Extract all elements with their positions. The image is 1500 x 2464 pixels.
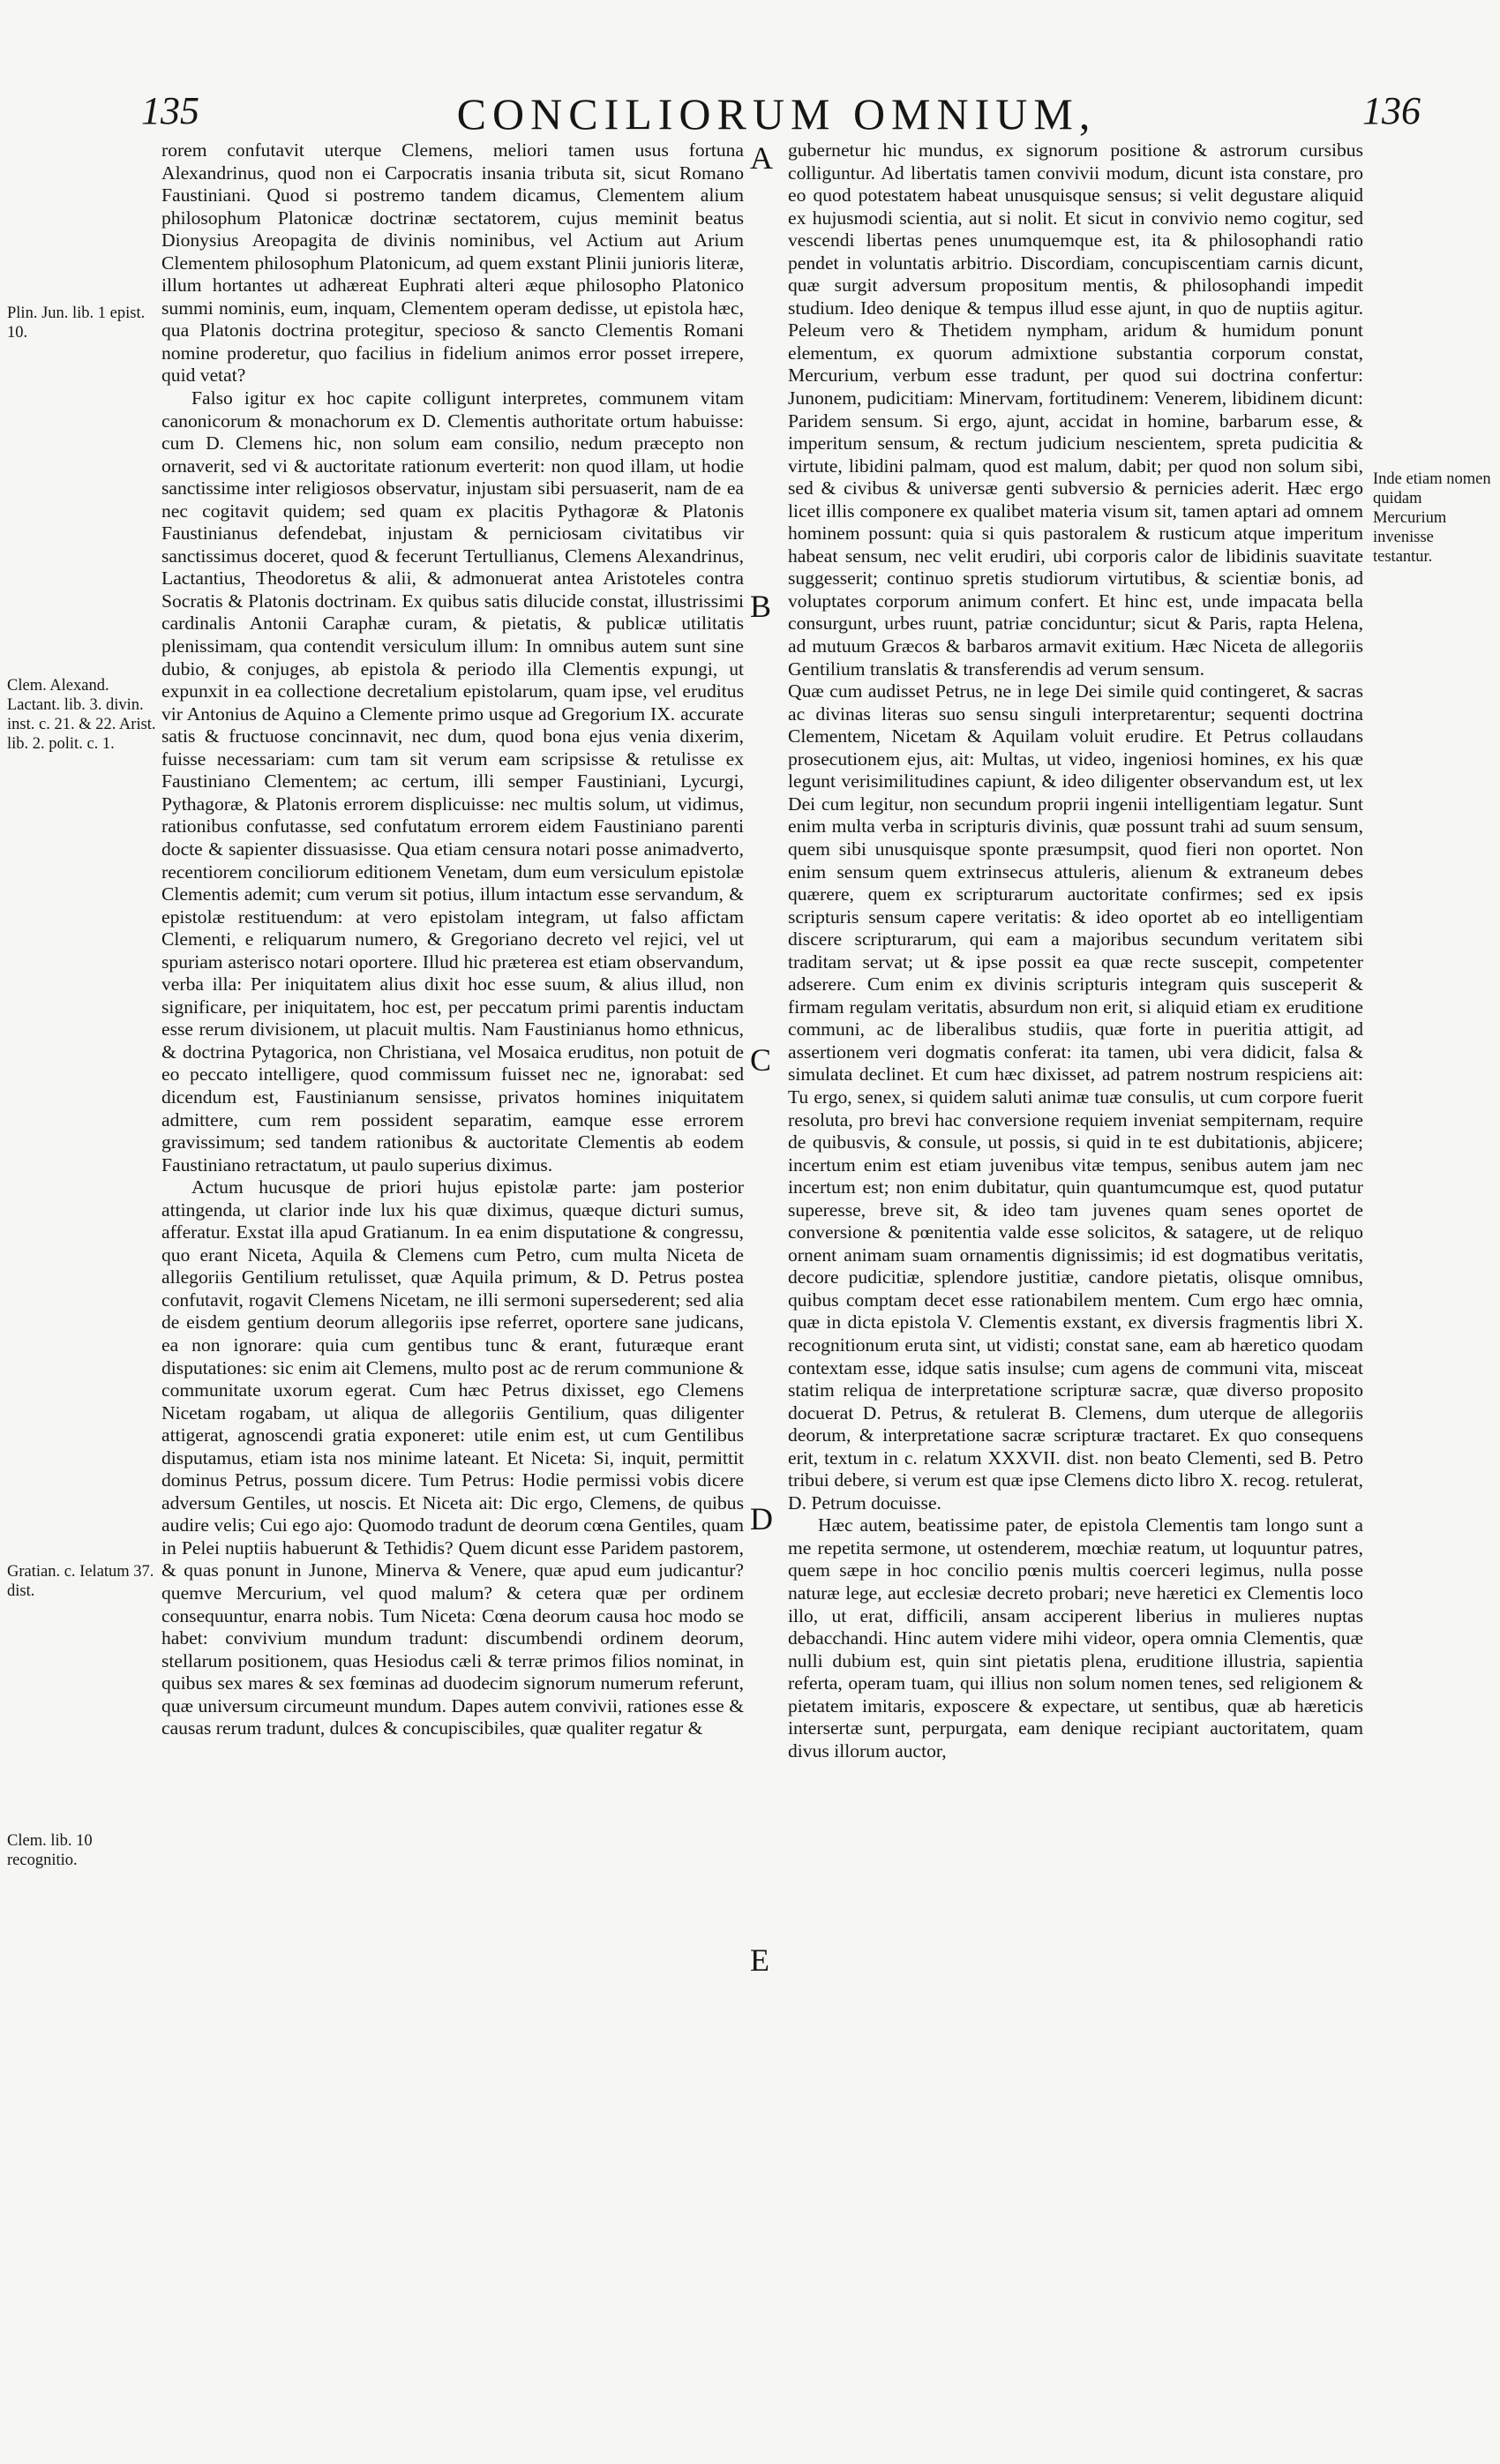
paragraph: Falso igitur ex hoc capite colligunt interpretes, communem vitam canonicorum & monachorum ex D. Clementis authoritate ortum habuisse: cum D. Clemens hic, non solum eam consilio, nedum præcepto non ornaverit, sed vi & auctoritate rationum everterit: non quod illam, ut hodie sanctissime inter religiosos observatur, injustam sibi persuaserit, nam de ea nec cogitavit quidem; sed quam ex placitis Pythagoræ & Platonis Faustinianus defendebat, injustam & perniciosam civitatibus vir sanctissimus doceret, quod & fecerunt Tertullianus, Clemens Alexandrinus, Lactantius, Theodoretus & alii, & admonuerat antea Aristoteles contra Socratis & Platonis doctrinam. Ex quibus satis dilucide constat, illustrissimi cardinalis Antonii Caraphæ curam, & pietatis, & publicæ utilitatis plenissimam, qua contendit versiculum illum: In omnibus autem sunt sine dubio, & conjuges, ab epistola & periodo illa Clementis expungi, ut expunxit in ea collectione decretalium epistolarum, quam ipse, vel eruditus vir Antonius de Aquino a Clemente primo usque ad Gregorium IX. accurate satis & fructuose concinnavit, nec dum, quod bona ejus venia dixerim, fuisse necessariam: cum tam sit verum eam scripsisse & retulisse ex Faustiniano Clementem; ac certum, illi semper Faustiniani, Lycurgi, Pythagoræ, & Platonis errorem displicuisse: nec multis solum, ut vidimus, rationibus confutasse, sed confutatum errorem eidem Faustiniano parenti docte & sapienter dissuasisse. Qua etiam censura notari posse animadverto, recentiorem conciliorum editionem Venetam, dum eum versiculum epistolæ Clementis ademit; cum verum sit potius, illum intactum esse servandum, & epistolæ restituendum: at vero epistolam integram, ut falso affictam Clementi, e reliquarum numero, & Gregoriano decreto vel rejici, vel ut spuriam asterisco notari oportere. Illud hic præterea est etiam observandum, verba illa: Per iniquitatem alius dixit hoc esse suum, & alius illud, non significare, per iniquitatem, hoc est, per peccatum primi parentis inductam esse rerum divisionem, ut placuit multis. Nam Faustinianus homo ethnicus, & doctrina Pytagorica, non Christiana, vel Mosaica eruditus, non potuit de eo peccato intelligere, quod commissum fuisset nec ne, ignorabat: sed dicendum est, Faustinianum sensisse, privatos homines iniquitatem admittere, cum rem possident separatim, eamque esse errorem gravissimum; sed tandem rationibus & auctoritate Clementis ab eodem Faustiniano retractatum, ut paulo superius diximus. <box>161 387 744 1176</box>
paragraph: rorem confutavit uterque Clemens, meliori tamen usus fortuna Alexandrinus, quod non ei Carpocratis insania tributa sit, sicut Romano Faustiniani. Quod si postremo tandem dicamus, Clementem alium philosophum Platonicæ doctrinæ sectatorem, cujus meminit beatus Dionysius Areopagita de divinis nominibus, vel Actium aut Arium Clementem philosophum Platonicum, ad quem exstant Plinii junioris literæ, illum hortantes ut adhæreat Euphrati alteri æque philosopho Platonico summi nominis, eum, inquam, Clementem operam dedisse, ut epistola hæc, qua Platonis doctrina protegitur, specioso & sancto Clementis Romani nomine proderetur, quo facilius in fidelium animos error posset irrepere, quid vetat? <box>161 139 744 387</box>
margin-note: Plin. Jun. lib. 1 epist. 10. <box>7 304 146 342</box>
page-number-left: 135 <box>141 89 199 132</box>
column-marker-e: E <box>750 1942 769 1978</box>
paragraph: Actum hucusque de priori hujus epistolæ parte: jam posterior attingenda, ut clarior inde lux his quæ diximus, quæque dicturi sumus, afferatur. Exstat illa apud Gratianum. In ea enim disputatione & congressu, quo erant Niceta, Aquila & Clemens cum Petro, cum multa Niceta de allegoriis Gentilium retulisset, quæ Aquila primum, & D. Petrus postea confutavit, rogavit Clemens Nicetam, ne illi sermoni supersederent; sed alia de eisdem gentium deorum allegoriis ipse referret, oportere sane judicans, ea non ignorare: quia cum gentibus tunc & erant, futuræque erant disputationes: sic enim ait Clemens, multo post ac de rerum communione & communitate uxorum egerat. Cum hæc Petrus dixisset, ego Clemens Nicetam rogabam, ut aliqua de allegoriis Gentilium, quas diligenter attigerat, agnoscendi gratia exponeret: utile enim est, ut cum Gentilibus disputamus, etiam ista nos minime lateant. Et Niceta: Si, inquit, permittit dominus Petrus, possum dicere. Tum Petrus: Hodie permissi vobis dicere adversum Gentiles, ut noscis. Et Niceta ait: Dic ergo, Clemens, de quibus audire velis; Cui ego ajo: Quomodo tradunt de deorum cœna Gentiles, quam in Pelei nuptiis habuerunt & Tethidis? Quem dicunt esse Paridem pastorem, & quas ponunt in Junone, Minerva & Venere, quæ apud eum judicantur? quemve Mercurium, vel quod malum? & cetera quæ per ordinem consequuntur, enarra nobis. Tum Niceta: Cœna deorum causa hoc modo se habet: convivium mundum tradunt: discumbendi ordinem deorum, stellarum positionem, quas Hesiodus cæli & terræ primos filios nominat, in quibus sex mares & sex fœminas ad duodecim signorum numerum referunt, quæ universum circumeunt mundum. Dapes autem convivii, rationes esse & causas rerum tradunt, dulces & concupiscibiles, quæ qualiter regatur & <box>161 1176 744 1739</box>
running-title: CONCILIORUM OMNIUM, <box>456 89 1097 139</box>
margin-note: Inde etiam nomen quidam Mercurium invenisse testantur. <box>1373 470 1491 566</box>
paragraph: Quæ cum audisset Petrus, ne in lege Dei simile quid contingeret, & sacras ac divinas literas suo sensu singuli interpretarentur; sequenti doctrina Clementem, Nicetam & Aquilam voluit erudire. Et Petrus collaudans prosecutionem ejus, ait: Multas, ut video, ingeniosi homines, ex his quæ legunt verisimilitudines capiunt, & ideo diligenter observandum est, ut lex Dei cum legitur, non secundum proprii ingenii intelligentiam legatur. Sunt enim multa verba in scripturis divinis, quæ possunt trahi ad suum sensum, quem sibi unusquisque sponte præsumpsit, quod fieri non oportet. Non enim sensum quem extrinsecus attuleris, alienum & extraneum debes quærere, quem ex scripturarum auctoritate confirmes; sed ex ipsis scripturis sensum capere veritatis: & ideo oportet ab eo intelligentiam discere scripturarum, qui eam a majoribus secundum veritatem sibi traditam servat; ut & ipse possit ea quæ recte suscepit, competenter adserere. Cum enim ex divinis scripturis integram quis susceperit & firmam regulam veritatis, absurdum non erit, si aliquid etiam ex eruditione communi, ac de liberalibus studiis, quæ forte in pueritia attigit, ad assertionem veri dogmatis conferat: ita tamen, ubi vera didicit, falsa & simulata declinet. Et cum hæc dixisset, ad patrem nostrum respiciens ait: Tu ergo, senex, si quidem saluti animæ tuæ consulis, ut cum corpore fuerit resoluta, pro brevi hac conversione requiem inveniat sempiternam, require de quibusvis, & consule, ut possis, si quid in te est dubitationis, abjicere; incertum enim est etiam juvenibus vitæ tempus, senibus autem jam nec incertum est; non enim dubitatur, quin quantumcumque est, quod putatur superesse, breve sit, & ideo tam juvenes quam senes oportet de conversione & pœnitentia valde esse solicitos, & satagere, ut de reliquo ornent animam suam ornamentis dignissimis; id est dogmatibus veritatis, decore pudicitiæ, splendore justitiæ, candore pietatis, olisque omnibus, quibus comptam decet esse rationabilem mentem. Cum ergo hæc omnia, quæ in dicta epistola V. Clementis exstant, ex diversis fragmentis libri X. recognitionum eruta sint, ut vidisti; constat sane, eam ab hæretico quodam contextam esse, idque satis insulse; cum agens de communi vita, misceat statim reliqua de interpretatione scripturæ sacræ, quæ diverso proposito docuerat D. Petrus, & retulerat B. Clemens, dum uterque de allegoriis deorum, & interpretatione sacræ scripturæ tractaret. Ex quo consequens erit, textum in c. relatum XXXVII. dist. non beato Clementi, sed B. Petro tribui debere, si verum est quæ ipse Clemens dicto libro X. recog. retulerat, D. Petrum docuisse. <box>788 680 1363 1514</box>
column-marker-b: B <box>750 589 772 624</box>
column-marker-a: A <box>750 140 773 176</box>
margin-note: Gratian. c. Ielatum 37. dist. <box>7 1563 154 1600</box>
right-text-column <box>788 139 1363 2460</box>
margin-note: Clem. Alexand. Lactant. lib. 3. divin. inst. c. 21. & 22. Arist. lib. 2. polit. c. 1. <box>7 677 156 753</box>
left-text-column <box>161 139 744 2460</box>
column-marker-d: D <box>750 1501 773 1536</box>
running-header <box>132 88 1421 141</box>
margin-note: Clem. lib. 10 recognitio. <box>7 1832 93 1869</box>
paragraph: Hæc autem, beatissime pater, de epistola Clementis tam longo sunt a me repetita sermone, ut ostenderem, mœchiæ reatum, ut loquuntur patres, quem sæpe in hoc concilio pœnis multis coerceri legimus, nulla posse naturæ lege, aut ecclesiæ decreto probari; neve hæretici ex Clementis loco illo, ut erat, difficili, ansam acciperent liberius in mulieres nuptas debacchandi. Hinc autem videre mihi videor, opera omnia Clementis, quæ nulli dubium est, quin sint pietatis plena, eruditione illustria, sapientia referta, operam tuam, qui illius non solum nomen tenes, sed religionem & pietatem imitaris, exposcere & expectare, ut sentibus, quæ ab hæreticis intersertæ sunt, perpurgata, eam denique recipiant auctoritatem, quam divus illorum auctor, <box>788 1514 1363 1762</box>
paragraph: gubernetur hic mundus, ex signorum positione & astrorum cursibus colliguntur. Ad libertatis tamen convivii modum, dicunt ista constare, pro eo quod potestatem habeat unusquisque sensus; si velit degustare aliquid ex hujusmodi scientia, aut si nolit. Et sicut in convivio nemo cogitur, sed vescendi libertas penes unumquemque est, ita & philosophandi ratio pendet in voluntatis arbitrio. Discordiam, concupiscentiam carnis dicunt, quæ surgit adversum propositum mentis, & philosophandi impedit studium. Ideo denique & tempus illud esse ajunt, in quo de nuptiis agitur. Peleum vero & Thetidem nympham, aridum & humidum ponunt elementum, ex quorum admixtione substantia corporum constat, Mercurium, verbum esse tradunt, per quod sui doctrina confertur: Junonem, pudicitiam: Minervam, fortitudinem: Venerem, libidinem dicunt: Paridem sensum. Si ergo, ajunt, accidat in homine, barbarum esse, & imperitum sensum, & rectum judicium nescientem, spreta pudicitia & virtute, libidini palmam, quod est malum, dabit; per quod non solum sibi, sed & civibus & universæ genti subversio & pernicies aderit. Hæc ergo licet illis componere ex qualibet materia visum sit, tamen aptari ad omnem hominem possunt: quia si quis pastoralem & rusticum atque imperitum habeat sensum, nec velit erudiri, ubi corporis calor de libidinis suavitate suggesserit; continuo spretis studiorum virtutibus, & scientiæ bonis, ad voluptates corporum animum confert. Et hinc est, unde impacata bella consurgunt, urbes ruunt, patriæ conciduntur; sicut & Paris, rapta Helena, ad mutuum Græcos & barbaros armavit exitium. Hæc Niceta de allegoriis Gentilium translatis & transferendis ad verum sensum. <box>788 139 1363 680</box>
page-number-right: 136 <box>1362 89 1421 132</box>
column-marker-c: C <box>750 1042 772 1078</box>
